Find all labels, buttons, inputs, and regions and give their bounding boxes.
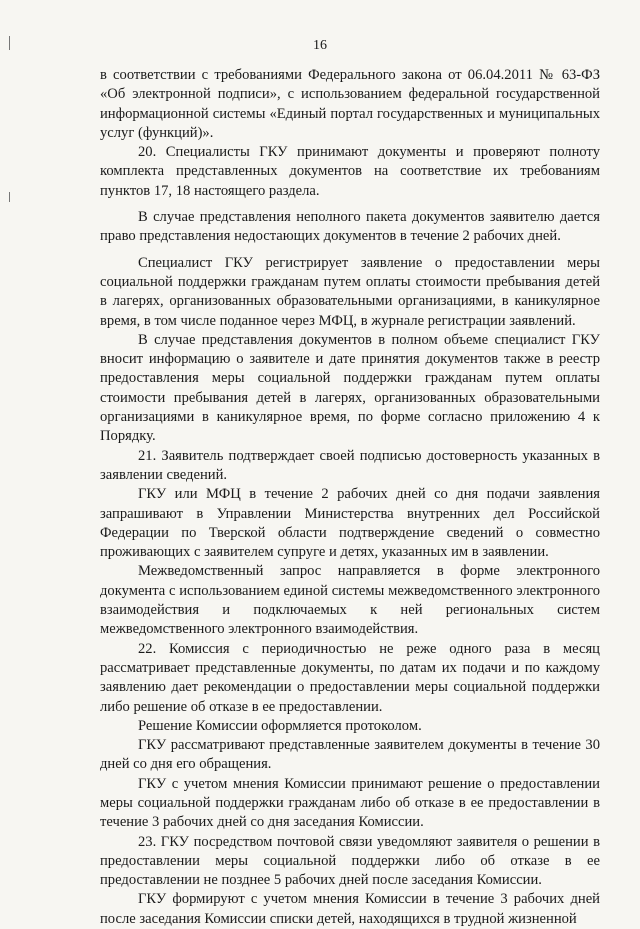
paragraph: 21. Заявитель подтверждает своей подписью достоверность указанных в заявлении сведений. bbox=[100, 447, 600, 483]
paragraph: В случае представления документов в полном объеме специалист ГКУ вносит информацию о заявителе и дате принятия документов также в реестр предоставления меры социальной поддержки гражданам путем оплаты стоимости пребывания детей в лагерях, организованных образовательными организациями в каникулярное время, по форме согласно приложению 4 к Порядку. bbox=[100, 331, 600, 445]
paragraph: ГКУ рассматривают представленные заявителем документы в течение 30 дней со дня его обращения. bbox=[100, 737, 600, 773]
margin-scan-mark bbox=[9, 192, 10, 202]
paragraph: 23. ГКУ посредством почтовой связи уведомляют заявителя о решении в предоставлении меры социальной поддержки либо об отказе в ее предоставлении не позднее 5 рабочих дней после заседания Комиссии. bbox=[100, 833, 600, 889]
paragraph: Межведомственный запрос направляется в форме электронного документа с использованием единой системы межведомственного электронного взаимодействия и подключаемых к ней региональных систем межведомственного электронного взаимодействия. bbox=[100, 563, 600, 638]
paragraph: 20. Специалисты ГКУ принимают документы и проверяют полноту комплекта представленных документов на соответствие их требованиям пунктов 17, 18 настоящего раздела. bbox=[100, 144, 600, 199]
paragraph: ГКУ или МФЦ в течение 2 рабочих дней со дня подачи заявления запрашивают в Управлении Министерства внутренних дел Российской Федерации по Тверской области подтверждение сведений о совместно проживающих с заявителем супруге и детях, указанных им в заявлении. bbox=[100, 486, 600, 561]
paragraph: ГКУ формируют с учетом мнения Комиссии в течение 3 рабочих дней после заседания Комиссии списки детей, находящихся в трудной жизненной bbox=[100, 891, 600, 927]
paragraph: Специалист ГКУ регистрирует заявление о предоставлении меры социальной поддержки гражданам путем оплаты стоимости пребывания детей в лагерях, организованных образовательными организациями, в каникулярное время, в том числе поданное через МФЦ, в журнале регистрации заявлений. bbox=[100, 254, 600, 329]
paragraph: ГКУ с учетом мнения Комиссии принимают решение о предоставлении меры социальной поддержки гражданам либо об отказе в ее предоставлении в течение 3 рабочих дней со дня заседания Комиссии. bbox=[100, 775, 600, 831]
paragraph: Решение Комиссии оформляется протоколом. bbox=[138, 717, 422, 734]
paragraph: В случае представления неполного пакета документов заявителю дается право представления недостающих документов в течение 2 рабочих дней. bbox=[100, 209, 600, 245]
paragraph: 22. Комиссия с периодичностью не реже одного раза в месяц рассматривает представленные документы, по датам их подачи и по каждому заявлению дает рекомендации о предоставлении меры социальной поддержки либо решение об отказе в ее предоставлении. bbox=[100, 640, 600, 715]
paragraph: в соответствии с требованиями Федерального закона от 06.04.2011 № 63-ФЗ «Об электронной подписи», с использованием федеральной государственной информационной системы «Единый портал государственных и муниципальных услуг (функций)». bbox=[100, 67, 600, 141]
document-body bbox=[100, 66, 600, 929]
page-number: 16 bbox=[313, 38, 327, 53]
